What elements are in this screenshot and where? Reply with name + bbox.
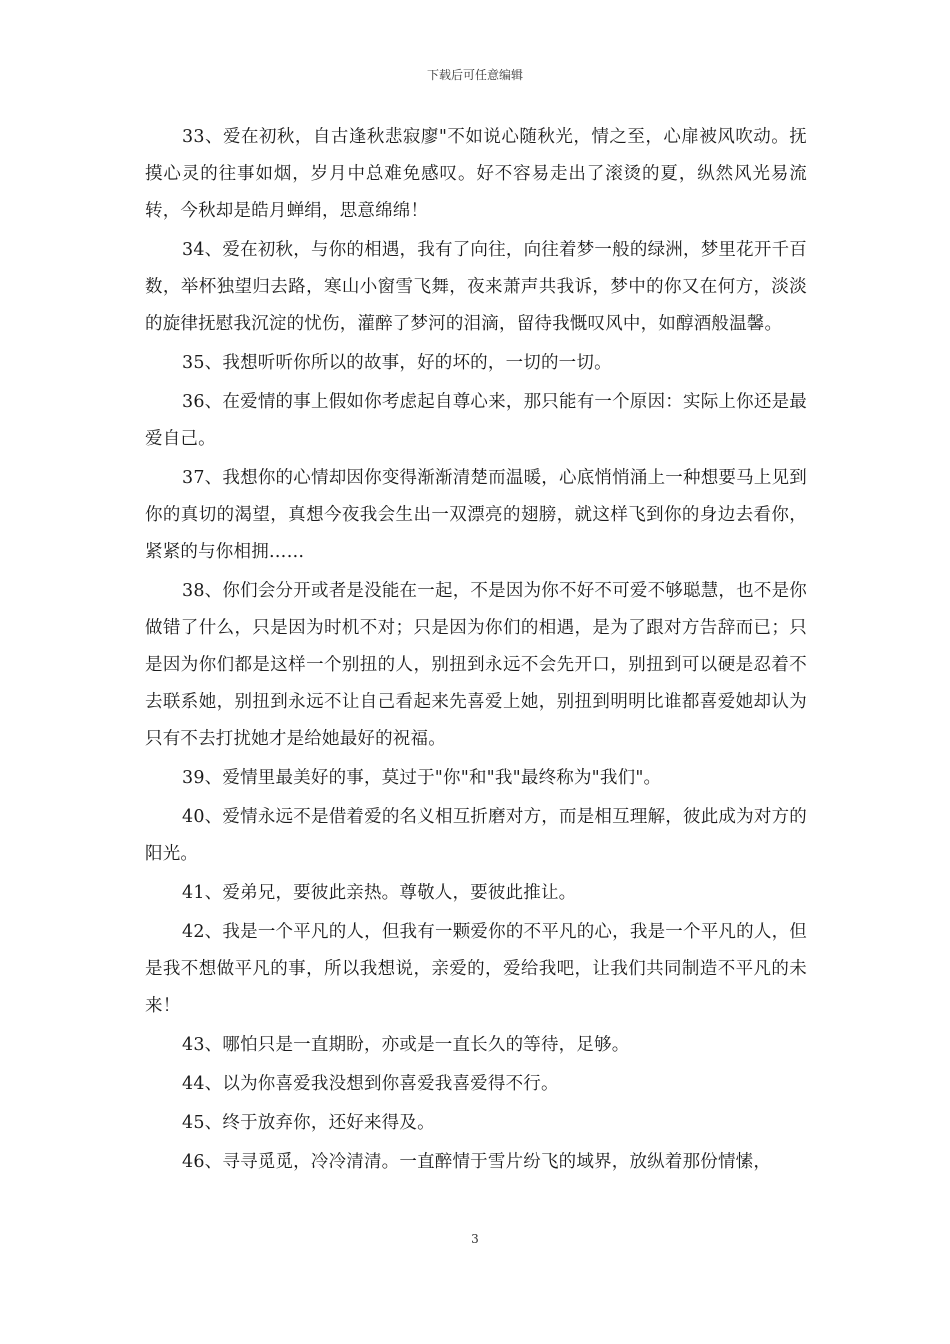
paragraph-38: 38、你们会分开或者是没能在一起，不是因为你不好不可爱不够聪慧，也不是你做错了什么，只是因为时机不对；只是因为你们的相遇，是为了跟对方告辞而已；只是因为你们都是这样一个别扭的人，别扭到永远不会先开口，别扭到可以硬是忍着不去联系她，别扭到永远不让自己看起来先喜爱上她，别扭到明明比谁都喜爱她却认为只有不去打扰她才是给她最好的祝福。 [145, 581, 807, 749]
paragraph-33: 33、爱在初秋，自古逢秋悲寂廖"不如说心随秋光，情之至，心扉被风吹动。抚摸心灵的往事如烟，岁月中总难免感叹。好不容易走出了滚烫的夏，纵然风光易流转，今秋却是皓月蝉绢，思意绵绵！ [145, 127, 807, 221]
paragraph-34: 34、爱在初秋，与你的相遇，我有了向往，向往着梦一般的绿洲，梦里花开千百数，举杯独望归去路，寒山小窗雪飞舞，夜来萧声共我诉，梦中的你又在何方，淡淡的旋律抚慰我沉淀的忧伤，灌醉了梦河的泪滴，留待我慨叹风中，如醇酒般温馨。 [145, 240, 807, 334]
paragraph-42: 42、我是一个平凡的人，但我有一颗爱你的不平凡的心，我是一个平凡的人，但是我不想做平凡的事，所以我想说，亲爱的，爱给我吧，让我们共同制造不平凡的未来！ [145, 922, 807, 1016]
page-header: 下载后可任意编辑 [426, 68, 523, 82]
paragraph-36: 36、在爱情的事上假如你考虑起自尊心来，那只能有一个原因：实际上你还是最爱自己。 [145, 392, 807, 449]
paragraph-46: 46、寻寻觅觅，冷冷清清。一直醉情于雪片纷飞的域界，放纵着那份情愫， [182, 1152, 772, 1172]
paragraph-37: 37、我想你的心情却因你变得渐渐清楚而温暖，心底悄悄涌上一种想要马上见到你的真切的渴望，真想今夜我会生出一双漂亮的翅膀，就这样飞到你的身边去看你，紧紧的与你相拥…… [145, 468, 807, 562]
paragraph-40: 40、爱情永远不是借着爱的名义相互折磨对方，而是相互理解，彼此成为对方的阳光。 [145, 807, 807, 864]
paragraph-35: 35、我想听听你所以的故事，好的坏的，一切的一切。 [182, 353, 612, 373]
paragraph-44: 44、以为你喜爱我没想到你喜爱我喜爱得不行。 [182, 1074, 559, 1094]
paragraph-39: 39、爱情里最美好的事，莫过于"你"和"我"最终称为"我们"。 [182, 768, 662, 788]
page-number: 3 [471, 1232, 479, 1246]
paragraph-43: 43、哪怕只是一直期盼，亦或是一直长久的等待，足够。 [182, 1035, 630, 1055]
paragraph-45: 45、终于放弃你，还好来得及。 [182, 1113, 435, 1133]
document-body [145, 119, 807, 1183]
paragraph-41: 41、爱弟兄，要彼此亲热。尊敬人，要彼此推让。 [182, 883, 577, 903]
